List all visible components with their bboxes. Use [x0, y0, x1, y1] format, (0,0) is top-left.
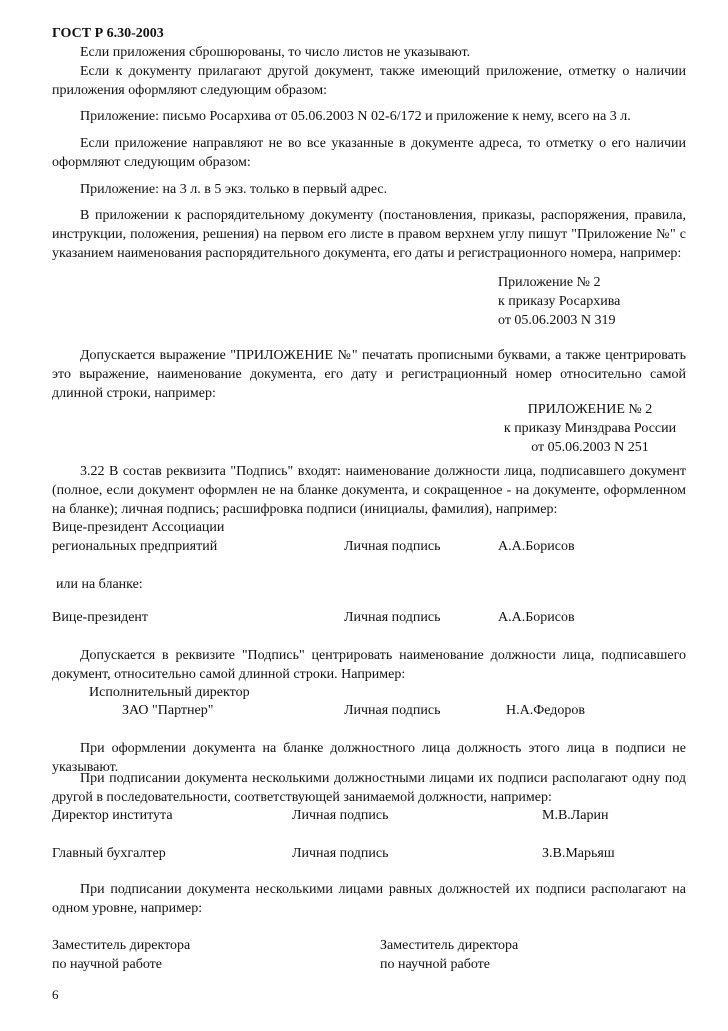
signature-position: Вице-президент: [52, 610, 149, 625]
paragraph-equal-positions: При подписании документа несколькими лицами равных должностей их подписи располагают на одном уровне, например:: [52, 882, 686, 916]
paragraph-center-position: Допускается в реквизите "Подпись" центрировать наименование должности лица, подписавшего документ, относительно самой длинной строки. Например:: [52, 648, 686, 682]
paragraph-partial-addresses: Если приложение направляют не во все указанные в документе адреса, то отметку о его наличии оформляют следующим образом:: [52, 136, 686, 170]
signature-name: А.А.Борисов: [498, 610, 575, 625]
attachment-mark-centered-example: [490, 400, 690, 457]
attachment-mark-line: к приказу Минздрава России: [503, 421, 677, 436]
signature-row: [52, 701, 692, 720]
attachment-mark-line: к приказу Росархива: [498, 294, 621, 309]
attachment-mark-line: от 05.06.2003 N 319: [498, 313, 616, 328]
paragraph-other-document-attachment: Если к документу прилагают другой документ, также имеющий приложение, отметку о наличии приложения оформляют следующим образом:: [52, 64, 686, 98]
signature-position: Главный бухгалтер: [52, 846, 166, 861]
attachment-mark-line: от 05.06.2003 N 251: [531, 440, 649, 455]
paragraph-uppercase-attachment: Допускается выражение "ПРИЛОЖЕНИЕ №" печатать прописными буквами, а также центрировать это выражение, наименование документа, его дату и регистрационный номер относительно самой длинной строки, например:: [52, 348, 686, 401]
paragraph-official-blank: При оформлении документа на бланке должностного лица должность этого лица в подписи не указывают.: [52, 741, 686, 775]
signature-personal: Личная подпись: [292, 846, 389, 861]
signature-position-line: Заместитель директора: [380, 938, 519, 953]
attachment-mark-example: [498, 273, 620, 330]
signature-equal-right: [380, 936, 518, 974]
signature-position: ЗАО "Партнер": [122, 703, 214, 718]
signature-name: Н.А.Федоров: [506, 703, 586, 718]
signature-name: М.В.Ларин: [542, 808, 609, 823]
signature-row: [52, 608, 692, 627]
signature-position: Директор института: [52, 808, 173, 823]
paragraph-multiple-officials: При подписании документа несколькими должностными лицами их подписи располагают одну под другой в последовательности, соответствующей занимаемой должности, например:: [52, 771, 686, 805]
document-header-title: ГОСТ Р 6.30-2003: [52, 26, 164, 41]
signature-position-line: по научной работе: [52, 957, 162, 972]
signature-position-line: Исполнительный директор: [89, 685, 250, 700]
paragraph-signature-requisite: 3.22 В состав реквизита "Подпись" входят: наименование должности лица, подписавшего документ (полное, если документ оформлен не на бланке документа, и сокращенное - на документе, оформленном на бланке); личная подпись; расшифровка подписи (инициалы, фамилия), например:: [52, 464, 686, 517]
signature-position-line: по научной работе: [380, 957, 490, 972]
signature-row: [52, 537, 692, 556]
signature-personal: Личная подпись: [344, 703, 441, 718]
attachment-mark-line: ПРИЛОЖЕНИЕ № 2: [527, 402, 653, 417]
signature-equal-left: [52, 936, 190, 974]
signature-position-line: Заместитель директора: [52, 938, 191, 953]
signature-row: [52, 844, 692, 863]
paragraph-administrative-attachment: В приложении к распорядительному документу (постановления, приказы, распоряжения, правила, инструкции, положения, решения) на первом его листе в правом верхнем углу пишут "Приложение №" с указанием наименования распорядительного документа, его даты и регистрационного номера, например:: [52, 208, 686, 261]
signature-personal: Личная подпись: [344, 539, 441, 554]
signature-position-line: Вице-президент Ассоциации: [52, 520, 225, 535]
example-attachment-copies: Приложение: на 3 л. в 5 экз. только в первый адрес.: [80, 182, 388, 197]
signature-personal: Личная подпись: [292, 808, 389, 823]
page-number: 6: [52, 987, 59, 1002]
signature-personal: Личная подпись: [344, 610, 441, 625]
signature-position: региональных предприятий: [52, 539, 218, 554]
paragraph-no-sheet-count: Если приложения сброшюрованы, то число листов не указывают.: [80, 45, 471, 60]
signature-name: З.В.Марьяш: [542, 846, 615, 861]
signature-row: [52, 806, 692, 825]
signature-name: А.А.Борисов: [498, 539, 575, 554]
or-on-blank-text: или на бланке:: [56, 577, 143, 592]
attachment-mark-line: Приложение № 2: [498, 275, 601, 290]
example-attachment-letter: Приложение: письмо Росархива от 05.06.2003 N 02-6/172 и приложение к нему, всего на 3 л.: [80, 109, 631, 124]
